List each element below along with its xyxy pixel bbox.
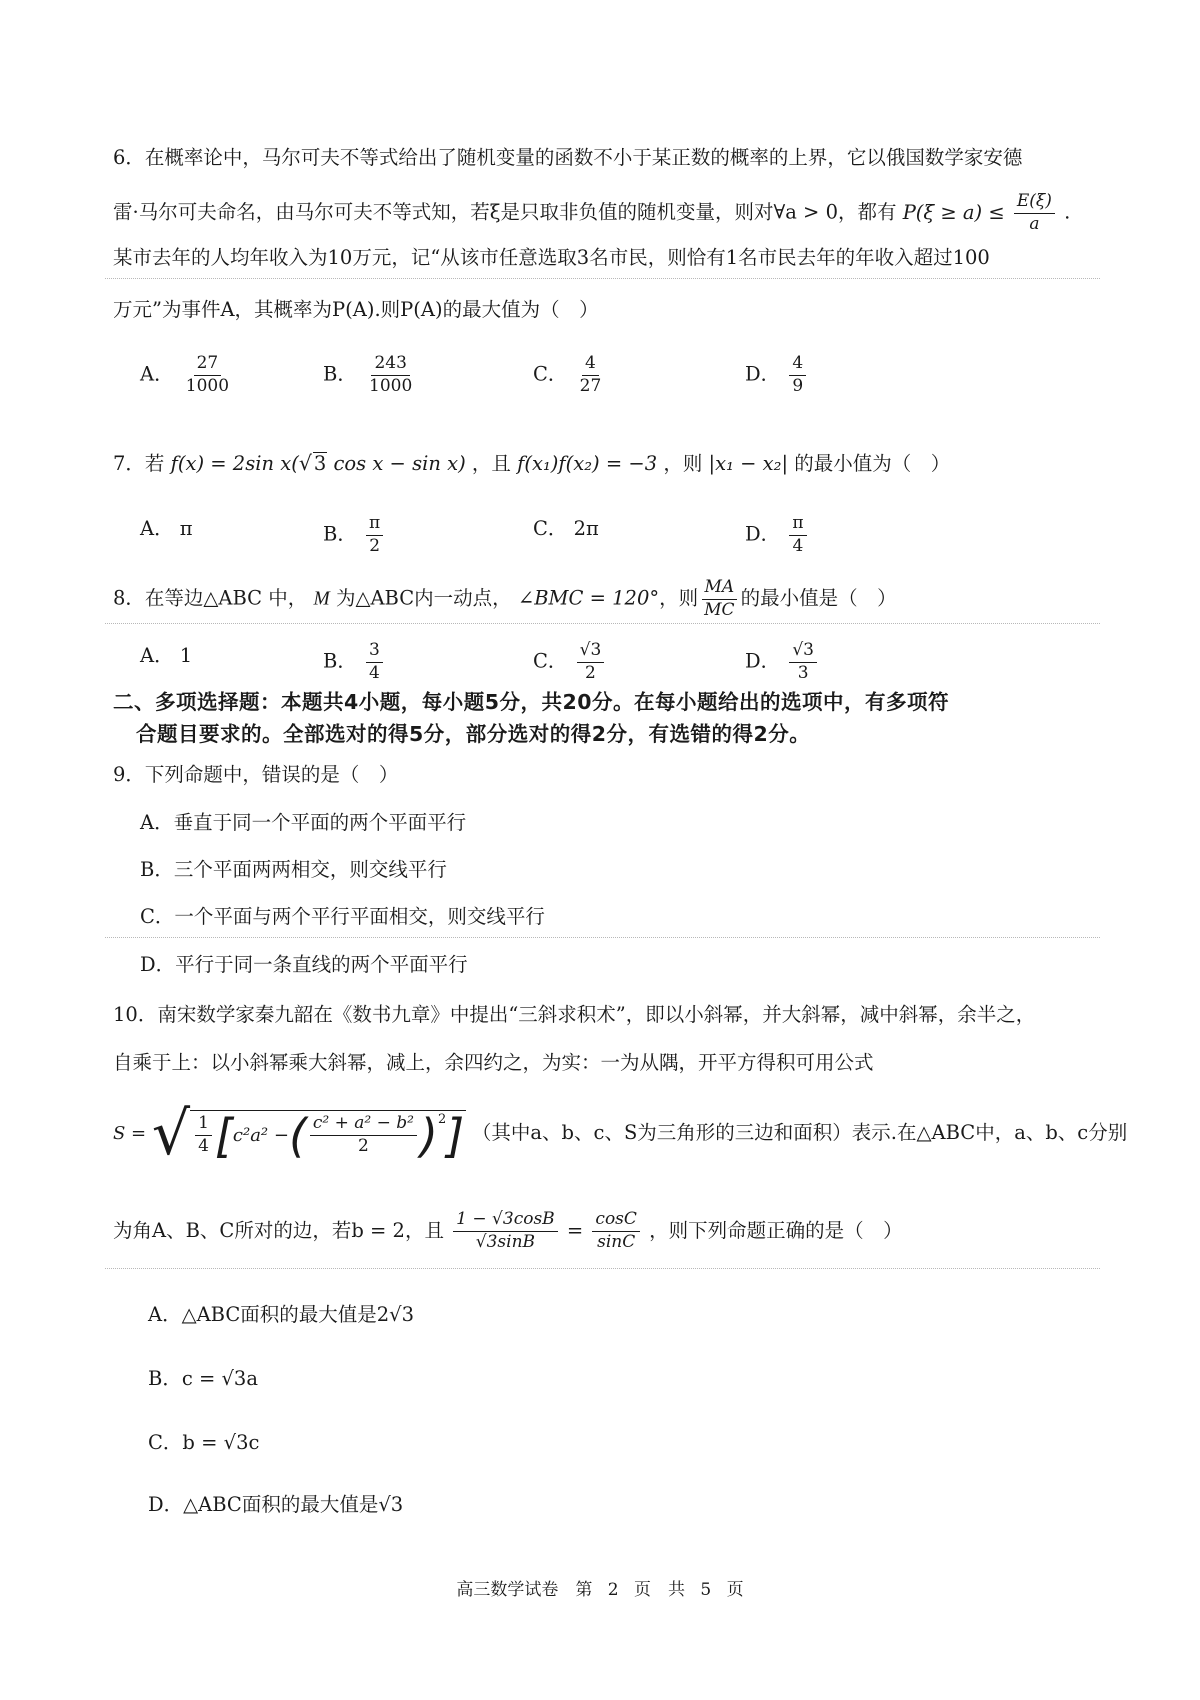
q8-option-c bbox=[533, 641, 607, 683]
q7-stem bbox=[113, 448, 950, 479]
q6-option-b bbox=[323, 354, 418, 396]
markov-den: a bbox=[1029, 213, 1040, 234]
option-den: 27 bbox=[579, 375, 602, 396]
option-den: 4 bbox=[369, 662, 380, 683]
option-text: 2π bbox=[573, 517, 599, 540]
option-label: D． bbox=[745, 649, 781, 673]
q10-line4-b: ，则下列命题正确的是（ ） bbox=[649, 1219, 903, 1242]
q8-option-b bbox=[323, 641, 386, 683]
q8-stem bbox=[113, 578, 897, 620]
q10-formula-line bbox=[113, 1098, 1127, 1178]
q9-option-c: C．一个平面与两个平行平面相交，则交线平行 bbox=[140, 905, 545, 928]
option-den: 4 bbox=[792, 535, 804, 556]
q8-option-d bbox=[745, 641, 820, 683]
dotted-divider bbox=[105, 278, 1100, 279]
q8-option-a bbox=[140, 641, 192, 671]
q6-option-a bbox=[140, 354, 235, 396]
cond-den: √3sinB bbox=[475, 1232, 536, 1252]
markov-lhs: P(ξ ≥ a) ≤ bbox=[902, 200, 1005, 224]
option-label: A． bbox=[140, 362, 174, 386]
q10-option-c: C．b = √3c bbox=[148, 1431, 260, 1454]
option-num: √3 bbox=[577, 641, 605, 663]
q8-angle: ∠BMC = 120° bbox=[517, 586, 660, 610]
q10-line4-a: 为角A、B、C所对的边，若b = 2，且 bbox=[113, 1219, 444, 1242]
formula-s: S = bbox=[113, 1123, 147, 1144]
formula-radicand: $\frac{1}{4}$ [c²a² −( $\frac{\text{c² + a² − b²}}{2}$ )$^2$] bbox=[190, 1110, 466, 1159]
option-num: 243 bbox=[371, 354, 409, 376]
q10-option-a: A．△ABC面积的最大值是2√3 bbox=[148, 1303, 415, 1326]
option-den: 1000 bbox=[185, 375, 230, 396]
q8-text-b: 为△ABC内一动点， bbox=[335, 586, 512, 610]
option-label: A． bbox=[140, 517, 174, 540]
q7-option-d bbox=[745, 514, 810, 556]
option-den: 3 bbox=[797, 662, 809, 683]
option-den: 1000 bbox=[369, 375, 413, 396]
option-num: 4 bbox=[582, 354, 599, 376]
q8-ratio bbox=[701, 578, 737, 620]
option-num: 3 bbox=[366, 641, 383, 663]
q6-option-d bbox=[745, 354, 809, 396]
option-num: π bbox=[789, 514, 806, 536]
quarter-num: 1 bbox=[195, 1114, 212, 1136]
q8-text-d: 的最小值是（ ） bbox=[740, 586, 897, 610]
option-label: D． bbox=[745, 522, 781, 546]
q7-abs-expr: |x₁ − x₂| bbox=[708, 452, 789, 475]
option-label: B． bbox=[323, 522, 357, 546]
cond-fraction-right bbox=[592, 1210, 640, 1252]
q6-option-c bbox=[533, 354, 607, 396]
ratio-den: MC bbox=[704, 599, 735, 620]
quarter-den: 4 bbox=[198, 1136, 209, 1156]
dotted-divider bbox=[105, 1268, 1100, 1269]
q8-point-m: M bbox=[313, 588, 330, 610]
option-num: √3 bbox=[789, 641, 817, 663]
cond-fraction-left bbox=[453, 1210, 558, 1252]
option-num: π bbox=[366, 514, 383, 536]
option-den: 9 bbox=[792, 375, 804, 396]
heron-formula bbox=[113, 1099, 472, 1169]
q9-option-b: B．三个平面两两相交，则交线平行 bbox=[140, 858, 447, 881]
inner-den: 2 bbox=[358, 1136, 369, 1156]
markov-fraction bbox=[1014, 192, 1055, 234]
q6-line1: 6．在概率论中，马尔可夫不等式给出了随机变量的函数不小于某正数的概率的上界，它以俄国数学家安德 bbox=[113, 146, 1023, 169]
option-den: 2 bbox=[585, 662, 596, 683]
q10-line1: 10．南宋数学家秦九韶在《数书九章》中提出“三斜求积术”，即以小斜幂，并大斜幂，减中斜幂，余半之， bbox=[113, 1003, 1036, 1026]
q6-line4: 万元”为事件A，其概率为P(A).则P(A)的最大值为（ ） bbox=[113, 298, 599, 321]
cond-den2: sinC bbox=[597, 1232, 636, 1252]
option-label: C． bbox=[533, 362, 568, 386]
q10-line2: 自乘于上：以小斜幂乘大斜幂，减上，余四约之，为实：一为从隅，开平方得积可用公式 bbox=[113, 1051, 874, 1074]
q7-option-a bbox=[140, 514, 193, 544]
q7-prefix: 7．若 bbox=[113, 452, 165, 475]
section2-heading-line2: 合题目要求的。全部选对的得5分，部分选对的得2分，有选错的得2分。 bbox=[136, 722, 811, 746]
formula-c2a2: c²a² − bbox=[232, 1124, 289, 1146]
option-den: 2 bbox=[369, 535, 381, 556]
option-label: B． bbox=[323, 649, 357, 673]
section2-heading-line1: 二、多项选择题：本题共4小题，每小题5分，共20分。在每小题给出的选项中，有多项符 bbox=[113, 690, 950, 714]
option-num: 4 bbox=[789, 354, 806, 376]
q10-line3-text: （其中a、b、c、S为三角形的三边和面积）表示.在△ABC中，a、b、c分别 bbox=[471, 1121, 1128, 1144]
option-label: C． bbox=[533, 517, 568, 540]
q10-option-b: B．c = √3a bbox=[148, 1367, 258, 1390]
markov-num: E(ξ) bbox=[1014, 192, 1055, 214]
q9-option-a: A．垂直于同一个平面的两个平面平行 bbox=[140, 811, 467, 834]
formula-square: 2 bbox=[437, 1111, 447, 1127]
q6-line2 bbox=[113, 192, 1070, 234]
sqrt-sign: √ bbox=[151, 1099, 191, 1169]
q6-line2-end: . bbox=[1064, 200, 1071, 224]
q10-option-d: D．△ABC面积的最大值是√3 bbox=[148, 1493, 404, 1516]
q7-option-b bbox=[323, 514, 386, 556]
q7-option-c bbox=[533, 514, 599, 544]
q10-line4 bbox=[113, 1206, 903, 1256]
option-num: 27 bbox=[194, 354, 222, 376]
cond-equals: = bbox=[566, 1219, 584, 1242]
q6-line3: 某市去年的人均年收入为10万元，记“从该市任意选取3名市民，则恰有1名市民去年的年收入超过100 bbox=[113, 246, 990, 269]
q9-stem: 9．下列命题中，错误的是（ ） bbox=[113, 763, 399, 786]
q6-line2-text: 雷·马尔可夫命名，由马尔可夫不等式知，若ξ是只取非负值的随机变量，则对∀a > 0，都有 bbox=[113, 200, 897, 224]
cond-num2: cosC bbox=[592, 1210, 640, 1232]
page-footer: 高三数学试卷 第 2 页 共 5 页 bbox=[456, 1580, 744, 1600]
sqrt-radicand: 3 bbox=[313, 452, 327, 475]
inner-num: c² + a² − b² bbox=[310, 1114, 417, 1136]
dotted-divider bbox=[105, 623, 1100, 624]
option-label: A． bbox=[140, 644, 174, 667]
markov-inequality bbox=[902, 191, 1064, 234]
q7-func-a: f(x) = 2sin x( bbox=[170, 452, 299, 475]
sqrt-sign: √ bbox=[298, 451, 312, 475]
q7-suffix: 的最小值为（ ） bbox=[794, 452, 951, 475]
ratio-num: MA bbox=[702, 578, 738, 600]
dotted-divider bbox=[105, 937, 1100, 938]
q7-mid: ，且 bbox=[471, 452, 511, 475]
option-label: B． bbox=[323, 362, 357, 386]
q8-text-c: ，则 bbox=[659, 586, 699, 610]
q7-condition: f(x₁)f(x₂) = −3 bbox=[517, 452, 658, 475]
cond-num: 1 − √3cosB bbox=[453, 1210, 558, 1232]
q9-option-d: D．平行于同一条直线的两个平面平行 bbox=[140, 953, 468, 976]
q7-func-b: cos x − sin x) bbox=[333, 452, 466, 475]
option-label: D． bbox=[745, 362, 781, 386]
q7-mid2: ，则 bbox=[663, 452, 703, 475]
option-text: π bbox=[179, 517, 193, 540]
option-label: C． bbox=[533, 649, 568, 673]
q8-text-a: 8．在等边△ABC 中， bbox=[113, 586, 308, 610]
option-text: 1 bbox=[179, 644, 193, 667]
